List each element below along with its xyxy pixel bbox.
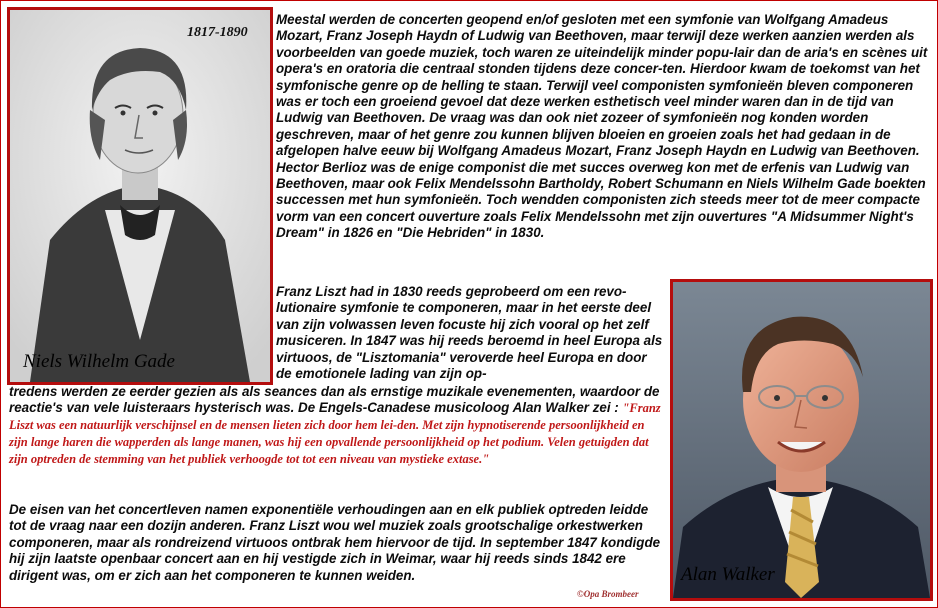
walker-quote: "Franz Liszt was een natuurlijk verschijnsel en de mensen lieten zich door hem lei-den. Met zijn hypnotiserende persoonlijkheid en zijn lange haren die wapperden als lange manen, was hij een opvallende persoonlijkheid op het podium. Velen getuigden dat zijn optreden de stemming van het publiek verhoogde tot tot een niveau van mystieke extase."	[9, 401, 661, 467]
concert-life-paragraph: De eisen van het concertleven namen exponentiële verhoudingen aan en elk publiek optreden leidde tot de vraag naar een dozijn anderen. Franz Liszt wou wel muziek zoals grootschalige orkestwerken componeren, maar als rondreizend virtuoos ontbrak hem hiervoor de tijd. In september 1847 kondigde hij zijn laatste openbaar concert aan en hij vestigde zich in Weimar, waar hij reeds sinds 1842 ere dirigent was, om er zich aan het componeren te kunnen weiden.	[9, 502, 661, 583]
copyright: ©Opa Brombeer	[577, 589, 639, 599]
intro-paragraph: Meestal werden de concerten geopend en/of gesloten met een symfonie van Wolfgang Amadeus Mozart, Franz Joseph Haydn of Ludwig van Beethoven, maar terwijl deze werken aanzien werden als voorbeelden van goede muziek, toch waren ze uiteindelijk minder popu-lair dan de aria's en scènes uit opera's en oratoria die centraal stonden tijdens deze concer-ten. Hierdoor kwam de toekomst van het symfonische genre op de helling te staan. Terwijl veel componisten symfonieën bleven componeren was er toch een groeiend gevoel dat deze werken esthetisch veel minder waren dan in de tijd van Ludwig van Beethoven. De vraag was dan ook niet zozeer of symfonieën nog konden worden geschreven, maar of het genre zou kunnen blijven bloeien en groeien zoals het had gedaan in de afgelopen halve eeuw bij Wolfgang Amadeus Mozart, Franz Joseph Haydn en Ludwig van Beethoven. Hector Berlioz was de enige componist die met succes overweg kon met de erfenis van Ludwig van Beethoven, maar ook Felix Mendelssohn Bartholdy, Robert Schumann en Niels Wilhelm Gade boekten successen met hun symfonieën. Toch wendden componisten zich steeds meer tot de meer compacte vorm van een concert ouverture zoals Felix Mendelssohn met zijn ouvertures "A Midsummer Night's Dream" in 1826 en "Die Hebriden" in 1830.	[276, 12, 928, 241]
gade-portrait	[7, 7, 273, 385]
liszt-paragraph-top: Franz Liszt had in 1830 reeds geprobeerd om een revo-lutionaire symfonie te componeren, maar in het eerste deel van zijn volwassen leven focuste hij zich vooral op het zelf musiceren. In 1847 was hij reeds beroemd in heel Europa als virtuoos, de "Lisztomania" veroverde heel Europa en door de emotionele lading van zijn op-	[276, 284, 663, 382]
walker-photo	[673, 282, 930, 598]
liszt-paragraph-bottom	[9, 384, 664, 468]
gade-drawing	[10, 10, 270, 382]
gade-caption: Niels Wilhelm Gade	[23, 351, 175, 372]
gade-years: 1817-1890	[187, 25, 248, 40]
walker-portrait	[670, 279, 933, 601]
walker-caption: Alan Walker	[681, 564, 775, 585]
liszt-paragraph-text: tredens werden ze eerder gezien als als seances dan als ernstige muzikale evenementen, waardoor de reactie's van vele luisteraars hysterisch was. De Engels-Canadese musicoloog Alan Walker zei :	[9, 384, 660, 416]
